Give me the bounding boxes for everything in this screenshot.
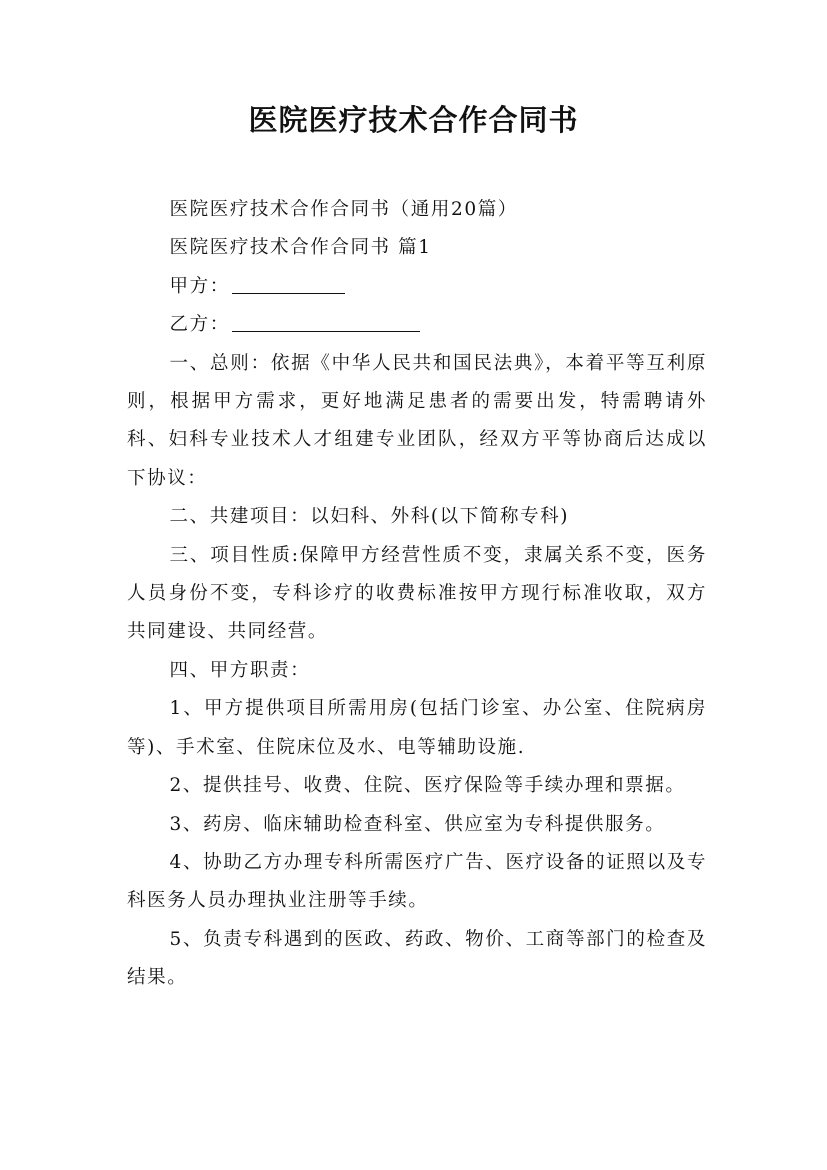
duty-item-5: 5、负责专科遇到的医政、药政、物价、工商等部门的检查及结果。	[127, 928, 707, 989]
clause-general: 一、总则：依据《中华人民共和国民法典》，本着平等互利原则，根据甲方需求，更好地满足患者的需要出发，特需聘请外科、妇科专业技术人才组建专业团队，经双方平等协商后达成以下协议：	[127, 352, 707, 489]
duty-item-3: 3、药房、临床辅助检查科室、供应室为专科提供服务。	[169, 813, 666, 835]
party-b-line	[127, 306, 707, 344]
duty-item-4: 4、协助乙方办理专科所需医疗广告、医疗设备的证照以及专科医务人员办理执业注册等手续。	[127, 851, 707, 912]
party-b-blank	[232, 313, 420, 332]
clause-nature: 三、项目性质:保障甲方经营性质不变，隶属关系不变，医务人员身份不变，专科诊疗的收费标准按甲方现行标准收取，双方共同建设、共同经营。	[127, 544, 707, 643]
clause-project: 二、共建项目：以妇科、外科(以下简称专科)	[169, 506, 570, 528]
duty-item-1: 1、甲方提供项目所需用房(包括门诊室、办公室、住院病房等)、手术室、住院床位及水、电等辅助设施.	[127, 698, 707, 758]
document-title: 医院医疗技术合作合同书	[248, 103, 579, 137]
party-a-label: 甲方：	[169, 275, 230, 297]
section-heading: 医院医疗技术合作合同书 篇1	[169, 237, 432, 259]
party-b-label: 乙方：	[169, 314, 230, 336]
party-a-blank	[232, 275, 345, 294]
party-a-line	[127, 268, 707, 306]
collection-heading: 医院医疗技术合作合同书（通用20篇）	[169, 199, 518, 220]
duty-item-2: 2、提供挂号、收费、住院、医疗保险等手续办理和票据。	[169, 775, 686, 797]
document-body	[127, 191, 707, 998]
clause-party-a-duties: 四、甲方职责：	[169, 659, 311, 681]
